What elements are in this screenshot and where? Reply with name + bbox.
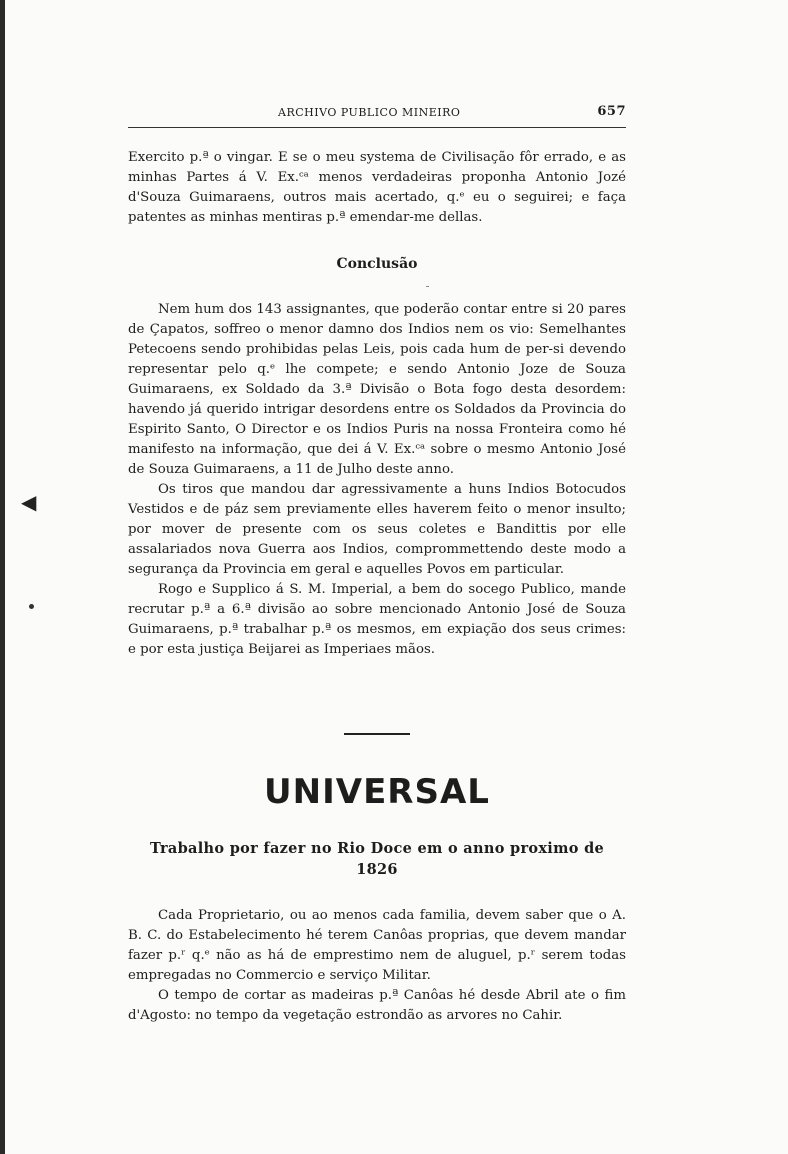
section-subtitle: Trabalho por fazer no Rio Doce em o anno proximo de 1826 — [149, 840, 605, 878]
conclusao-body — [128, 300, 626, 660]
intro-paragraph: Exercito p.ª o vingar. E se o meu systema de Civilisação fôr errado, e as minhas Partes á V. Ex.ᶜᵃ menos verdadeiras proponha Antonio Jozé d'Souza Guimaraens, outros mais acertado, q.ᵉ eu o seguirei; e faça patentes as minhas mentiras p.ª emendar-me dellas. — [128, 150, 626, 225]
conclusao-paragraph: Nem hum dos 143 assignantes, que poderão contar entre si 20 pares de Çapatos, soffreo o menor damno dos Indios nem os vio: Semelhantes Petecoens sendo prohibidas pelas Leis, pois cada hum de per-si devendo representar pelo q.ᵉ lhe compete; e sendo Antonio Joze de Souza Guimaraens, ex Soldado da 3.ª Divisão o Bota fogo desta desordem: havendo já querido intrigar desordens entre os Soldados da Provincia do Espirito Santo, O Director e os Indios Puris na nossa Fronteira como hé manifesto na informação, que dei á V. Ex.ᶜᵃ sobre o mesmo Antonio José de Souza Guimaraens, a 11 de Julho deste anno. — [128, 302, 626, 477]
printer-mark — [426, 286, 429, 287]
margin-pointer-mark: ◀ — [21, 490, 37, 514]
conclusao-paragraph: Rogo e Supplico á S. M. Imperial, a bem do socego Publico, mande recrutar p.ª a 6.ª divisão ao sobre mencionado Antonio José de Souza Guimaraens, p.ª trabalhar p.ª os mesmos, em expiação dos seus crimes: e por esta justiça Beijarei as Imperiaes mãos. — [128, 582, 626, 657]
header-rule — [128, 127, 626, 128]
section-separator — [344, 733, 410, 735]
running-title: ARCHIVO PUBLICO MINEIRO — [278, 106, 461, 119]
page-number: 657 — [597, 104, 626, 119]
intro-text — [128, 148, 626, 228]
universal-paragraph: O tempo de cortar as madeiras p.ª Canôas hé desde Abril ate o fim d'Agosto: no tempo da vegetação estrondão as arvores no Cahir. — [128, 988, 626, 1023]
universal-paragraph: Cada Proprietario, ou ao menos cada familia, devem saber que o A. B. C. do Estabelecimento hé terem Canôas proprias, que devem mandar fazer p.ʳ q.ᵉ não as há de emprestimo nem de aluguel, p.ʳ serem todas empregadas no Commercio e serviço Militar. — [128, 908, 626, 983]
section-heading-conclusao: Conclusão — [336, 256, 418, 272]
margin-dot-mark — [29, 604, 34, 609]
section-title-universal: UNIVERSAL — [264, 772, 490, 812]
scan-edge — [0, 0, 5, 1154]
conclusao-paragraph: Os tiros que mandou dar agressivamente a huns Indios Botocudos Vestidos e de páz sem previamente elles haverem feito o menor insulto; por mover de presente com os seus coletes e Bandittis por elle assalariados nova Guerra aos Indios, comprommettendo deste modo a segurança da Provincia em geral e aquelles Povos em particular. — [128, 482, 626, 577]
universal-body — [128, 906, 626, 1026]
